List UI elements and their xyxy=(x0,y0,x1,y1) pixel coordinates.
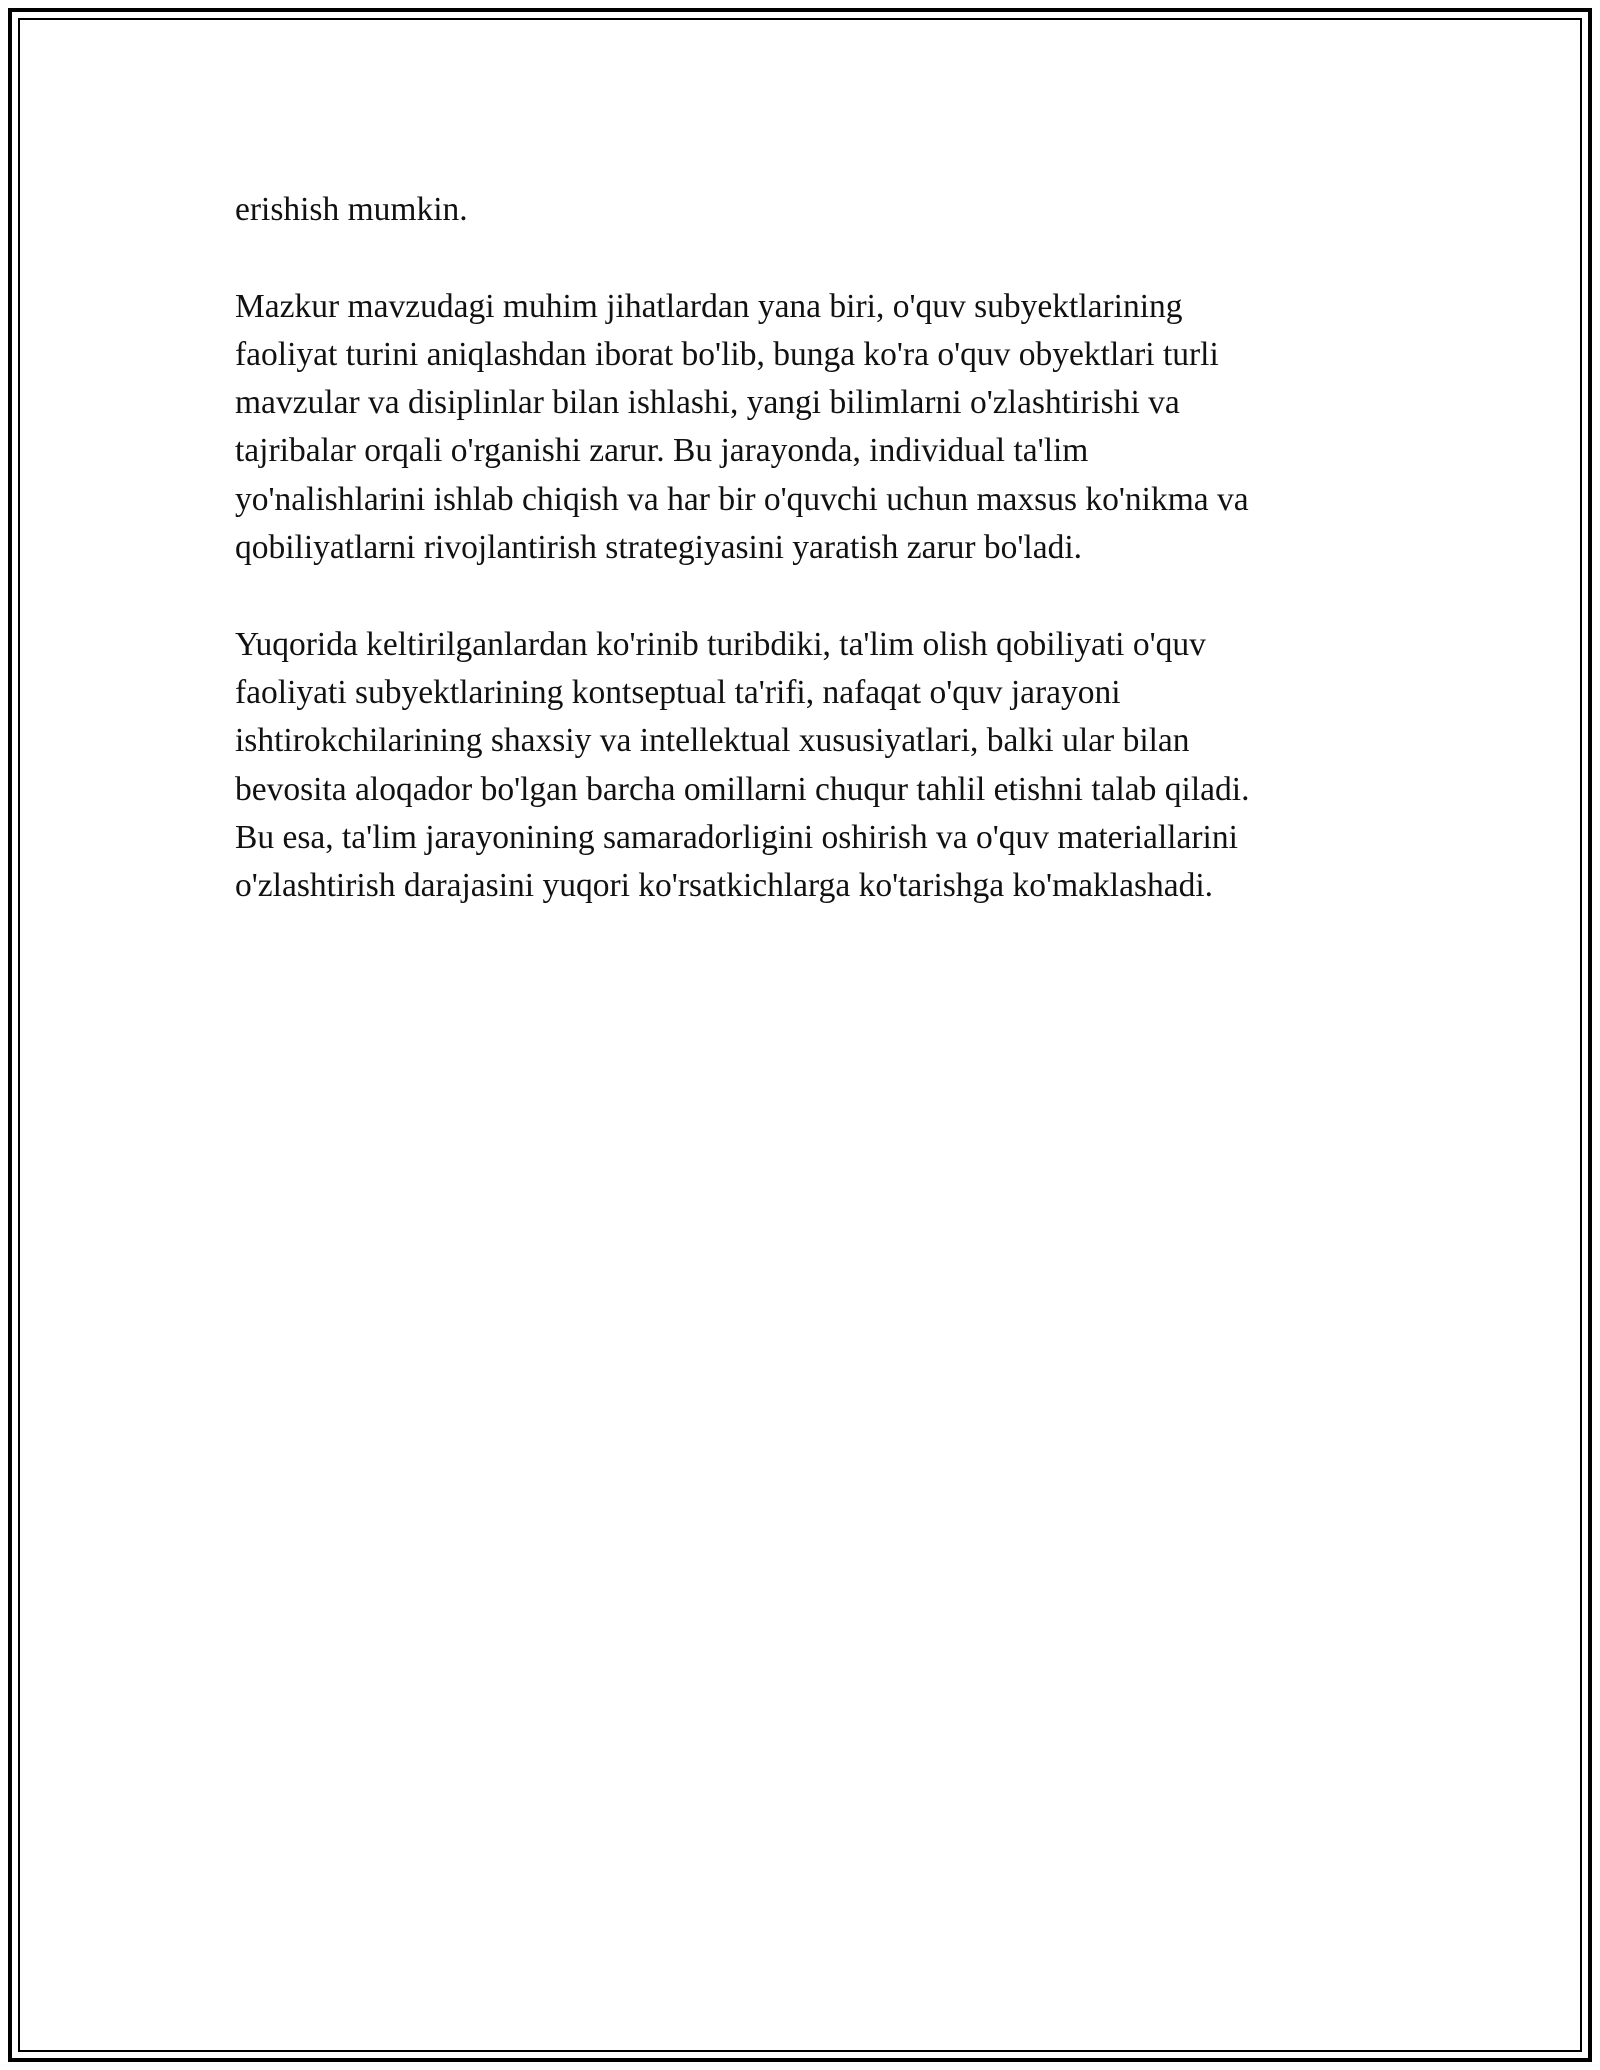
text-line: Bu esa, ta'lim jarayonining samaradorligini oshirish va o'quv materiallarini xyxy=(235,818,1238,856)
document-body xyxy=(235,186,1365,959)
text-line: faoliyat turini aniqlashdan iborat bo'lib, bunga ko'ra o'quv obyektlari turli xyxy=(235,335,1219,373)
text-line: bevosita aloqador bo'lgan barcha omillarni chuqur tahlil etishni talab qiladi. xyxy=(235,770,1250,808)
text-line: mavzular va disiplinlar bilan ishlashi, yangi bilimlarni o'zlashtirishi va xyxy=(235,384,1180,422)
text-line: o'zlashtirish darajasini yuqori ko'rsatkichlarga ko'tarishga ko'maklashadi. xyxy=(235,867,1214,905)
paragraph-1 xyxy=(235,186,1365,234)
text-line: erishish mumkin. xyxy=(235,191,468,228)
text-line: ishtirokchilarining shaxsiy va intellektual xususiyatlari, balki ular bilan xyxy=(235,722,1190,760)
text-line: qobiliyatlarni rivojlantirish strategiyasini yaratish zarur bo'ladi. xyxy=(235,529,1083,567)
text-line: faoliyati subyektlarining kontseptual ta'rifi, nafaqat o'quv jarayoni xyxy=(235,673,1121,711)
paragraph-3 xyxy=(235,621,1365,911)
text-line: tajribalar orqali o'rganishi zarur. Bu jarayonda, individual ta'lim xyxy=(235,432,1089,470)
text-line: Mazkur mavzudagi muhim jihatlardan yana biri, o'quv subyektlarining xyxy=(235,287,1183,325)
text-line: yo'nalishlarini ishlab chiqish va har bir o'quvchi uchun maxsus ko'nikma va xyxy=(235,480,1249,518)
text-line: Yuqorida keltirilganlardan ko'rinib turibdiki, ta'lim olish qobiliyati o'quv xyxy=(235,625,1206,663)
paragraph-2 xyxy=(235,283,1365,573)
